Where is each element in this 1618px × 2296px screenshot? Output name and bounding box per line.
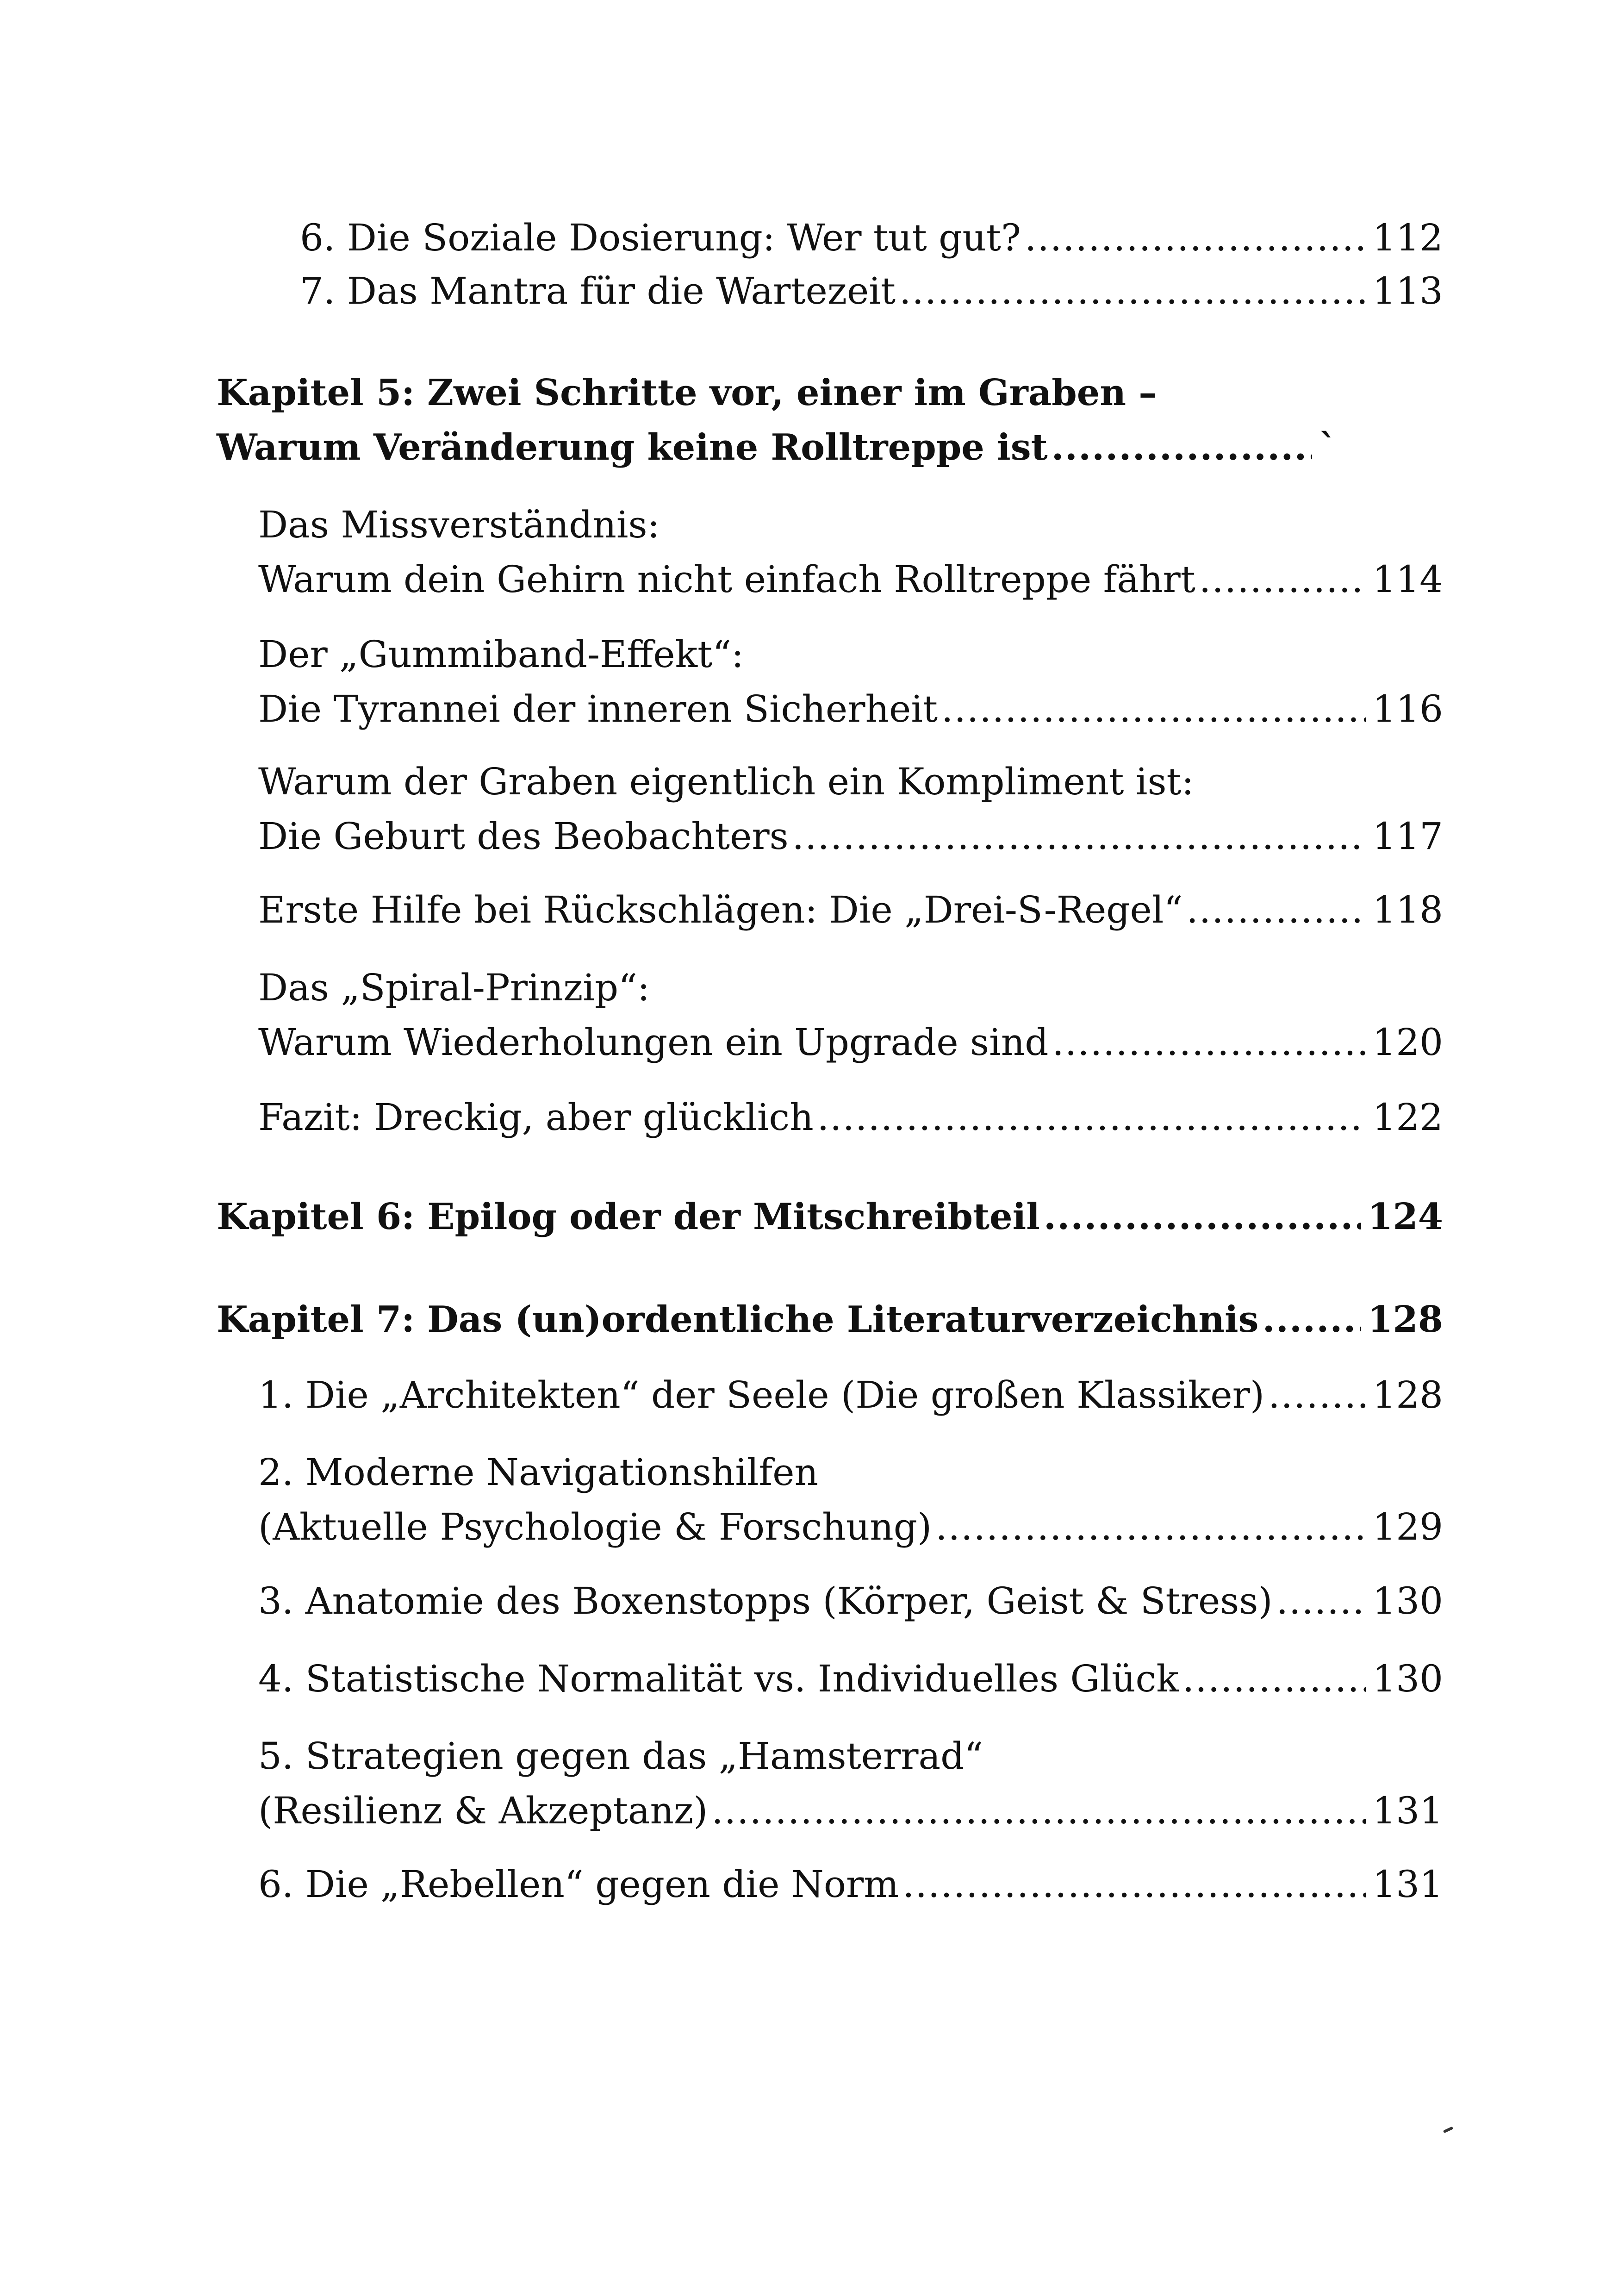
toc-entry-title-line2: (Resilienz & Akzeptanz): [258, 1789, 708, 1832]
toc-entry-title-line1: Das „Spiral-Prinzip“:: [258, 966, 650, 1009]
toc-entry-title-line1: 5. Strategien gegen das „Hamsterrad“: [258, 1734, 983, 1778]
dot-leader: [1052, 1015, 1366, 1070]
dot-leader: [817, 1090, 1366, 1145]
toc-page-number: 130: [1372, 1579, 1443, 1622]
toc-entry-title: 4. Statistische Normalität vs. Individuelles Glück: [258, 1657, 1179, 1700]
toc-page-number: 128: [1368, 1298, 1443, 1341]
toc-entry-title-line2: Warum dein Gehirn nicht einfach Rolltreppe fährt: [258, 558, 1195, 601]
dot-leader: [1276, 1574, 1366, 1628]
page-corner-mark: [1443, 2127, 1453, 2134]
dot-leader: [1052, 420, 1312, 475]
toc-chapter-6[interactable]: [217, 1190, 1443, 1244]
dot-leader: [1044, 1190, 1361, 1244]
toc-page-number: 128: [1372, 1373, 1443, 1416]
toc-page-number: 124: [1368, 1196, 1443, 1238]
toc-entry-statistische-normalitaet[interactable]: [258, 1652, 1443, 1706]
toc-entry-fazit[interactable]: [258, 1090, 1443, 1145]
toc-entry-title-line2: Die Tyrannei der inneren Sicherheit: [258, 687, 938, 730]
dot-leader: [935, 1500, 1366, 1554]
toc-page-number: `: [1319, 426, 1337, 468]
dot-leader: [1268, 1368, 1366, 1423]
toc-chapter-title: Kapitel 6: Epilog oder der Mitschreibteil: [217, 1196, 1040, 1238]
toc-entry-title: Erste Hilfe bei Rückschlägen: Die „Drei-S-Regel“: [258, 888, 1183, 931]
toc-entry-soziale-dosierung[interactable]: [300, 211, 1443, 265]
toc-page-number: 114: [1372, 558, 1443, 601]
dot-leader: [1182, 1652, 1366, 1706]
toc-page-number: 116: [1372, 687, 1443, 730]
toc-entry-hamsterrad[interactable]: [258, 1729, 1443, 1838]
dot-leader: [711, 1784, 1366, 1838]
toc-entry-spiral-prinzip[interactable]: [258, 961, 1443, 1070]
toc-entry-title-line2: (Aktuelle Psychologie & Forschung): [258, 1505, 932, 1548]
dot-leader: [1199, 552, 1366, 607]
toc-page-number: 113: [1372, 269, 1443, 312]
toc-entry-title-line1: Warum der Graben eigentlich ein Kompliment ist:: [258, 760, 1194, 803]
toc-chapter-7[interactable]: [217, 1292, 1443, 1347]
dot-leader: [902, 1857, 1366, 1912]
toc-page-number: 120: [1372, 1021, 1443, 1064]
toc-page-number: 131: [1372, 1863, 1443, 1906]
toc-entry-title-line1: 2. Moderne Navigationshilfen: [258, 1451, 818, 1494]
toc-entry-rebellen[interactable]: [258, 1857, 1443, 1912]
toc-page-number: 118: [1372, 888, 1443, 931]
dot-leader: [1025, 211, 1366, 265]
toc-entry-gummiband[interactable]: [258, 627, 1443, 736]
toc-entry-graben-kompliment[interactable]: [258, 755, 1443, 864]
toc-entry-title: 1. Die „Architekten“ der Seele (Die großen Klassiker): [258, 1373, 1265, 1416]
toc-entry-missverstaendnis[interactable]: [258, 498, 1443, 607]
toc-entry-title-line1: Das Missverständnis:: [258, 503, 660, 546]
toc-entry-mantra[interactable]: [300, 264, 1443, 318]
toc-entry-title-line2: Warum Wiederholungen ein Upgrade sind: [258, 1021, 1049, 1064]
toc-page-number: 129: [1372, 1505, 1443, 1548]
dot-leader: [1186, 883, 1366, 937]
toc-entry-erste-hilfe[interactable]: [258, 883, 1443, 937]
toc-entry-title: Fazit: Dreckig, aber glücklich: [258, 1096, 814, 1139]
toc-page-number: 117: [1372, 815, 1443, 858]
toc-entry-navigationshilfen[interactable]: [258, 1445, 1443, 1554]
toc-entry-architekten[interactable]: [258, 1368, 1443, 1423]
toc-page-number: 112: [1372, 216, 1443, 259]
toc-page-number: 122: [1372, 1096, 1443, 1139]
toc-entry-title-line1: Der „Gummiband-Effekt“:: [258, 633, 744, 676]
toc-entry-title: 6. Die Soziale Dosierung: Wer tut gut?: [300, 216, 1021, 259]
toc-entry-title: 3. Anatomie des Boxenstopps (Körper, Geist & Stress): [258, 1579, 1273, 1622]
toc-page-number: 130: [1372, 1657, 1443, 1700]
toc-chapter-5[interactable]: [217, 366, 1337, 475]
toc-entry-title: 7. Das Mantra für die Wartezeit: [300, 269, 896, 312]
toc-entry-title: 6. Die „Rebellen“ gegen die Norm: [258, 1863, 899, 1906]
toc-entry-title-line2: Die Geburt des Beobachters: [258, 815, 789, 858]
toc-entry-boxenstopp[interactable]: [258, 1574, 1443, 1628]
dot-leader: [899, 264, 1366, 318]
dot-leader: [792, 809, 1366, 864]
toc-chapter-title: Kapitel 7: Das (un)ordentliche Literaturverzeichnis: [217, 1298, 1259, 1341]
toc-chapter-title-line1: Kapitel 5: Zwei Schritte vor, einer im Graben –: [217, 372, 1157, 414]
toc-page-number: 131: [1372, 1789, 1443, 1832]
dot-leader: [941, 682, 1366, 736]
dot-leader: [1263, 1292, 1362, 1347]
toc-chapter-title-line2: Warum Veränderung keine Rolltreppe ist: [217, 426, 1048, 468]
